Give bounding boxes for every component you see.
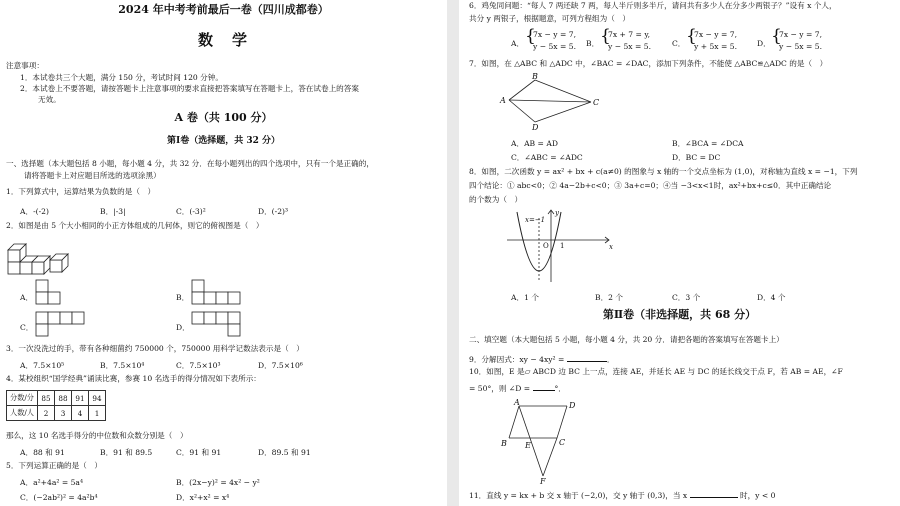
q8-option-b: B．2 个 xyxy=(595,293,624,302)
q4-score-table xyxy=(6,390,106,421)
x-axis-label: x xyxy=(609,243,613,251)
q9-stem: 9．分解因式：xy − 4xy² = ． xyxy=(469,355,615,364)
q11-text: 11．直线 y = kx + b 交 x 轴于 (−2,0)，交 y 轴于 (0,3)，当 x xyxy=(469,491,688,500)
q1-option-b: B．|-3| xyxy=(100,207,126,216)
q7-option-c: C．∠ABC = ∠ADC xyxy=(511,153,583,162)
q5-option-c: C．(−2ab²)² = 4a²b⁴ xyxy=(20,493,98,502)
q4-question: 那么，这 10 名选手得分的中位数和众数分别是（ ） xyxy=(6,431,188,440)
table-cell: 88 xyxy=(55,391,72,406)
point-label: A xyxy=(500,96,506,105)
table-cell: 4 xyxy=(72,406,89,421)
q10-stem-cont xyxy=(469,382,566,394)
q10-answer-blank[interactable] xyxy=(533,382,555,391)
q2-option-b-figure[interactable] xyxy=(190,278,250,308)
q1-option-c: C．(-3)² xyxy=(176,207,206,216)
point-label: A xyxy=(514,398,520,407)
q2-solid-figure xyxy=(6,236,76,276)
q2-option-d-label: D． xyxy=(176,323,190,332)
q1-option-d: D．(-2)³ xyxy=(258,207,289,216)
q8-option-c: C．3 个 xyxy=(672,293,701,302)
q5-stem: 5．下列运算正确的是（ ） xyxy=(6,461,102,470)
section2-instruction: 二、填空题（本大题包括 5 小题，每小题 4 分，共 20 分．请把各题的答案填写在答题卡上） xyxy=(469,335,784,344)
q6-option-a-eq1: 7x − y = 7, xyxy=(533,30,577,39)
q4-option-d: D．89.5 和 91 xyxy=(258,448,311,457)
q9-answer-blank[interactable] xyxy=(567,353,607,362)
q2-option-a-figure[interactable] xyxy=(34,278,74,308)
note-1: 1．本试卷共三个大题，满分 150 分，考试时间 120 分钟。 xyxy=(20,73,223,82)
q3-stem: 3．一次没洗过的手，带有各种细菌约 750000 个，750000 用科学记数法表示是（ ） xyxy=(6,344,304,353)
q10-text: = 50°，则 ∠D = xyxy=(469,384,531,393)
table-cell: 1 xyxy=(89,406,106,421)
table-row xyxy=(7,391,106,406)
exam-title: 2024 年中考考前最后一卷（四川成都卷） xyxy=(118,3,329,16)
q1-stem: 1．下列算式中，运算结果为负数的是（ ） xyxy=(6,187,156,196)
q7-stem: 7．如图，在 △ABC 和 △ADC 中，∠BAC = ∠DAC，添加下列条件，不能使 △ABC≌△ADC 的是（ ） xyxy=(469,59,828,68)
q8-parabola-graph xyxy=(505,206,615,286)
q5-option-a: A．a²+4a² = 5a⁴ xyxy=(20,478,84,487)
right-page xyxy=(459,0,900,506)
q7-option-d: D．BC = DC xyxy=(672,153,721,162)
q5-option-d: D．x²+x² = x⁴ xyxy=(176,493,230,502)
point-label: C xyxy=(559,438,566,447)
q4-option-a: A．88 和 91 xyxy=(20,448,65,457)
point-label: D xyxy=(532,123,539,130)
table-cell: 2 xyxy=(38,406,55,421)
table-cell: 人数/人 xyxy=(7,406,38,421)
q6-option-b-eq1: 7x + 7 = y, xyxy=(608,30,651,39)
table-cell: 分数/分 xyxy=(7,391,38,406)
y-axis-label: y xyxy=(555,209,559,217)
q11-answer-blank[interactable] xyxy=(690,489,738,498)
q11-stem xyxy=(469,489,776,501)
q6-option-d-eq2: y − 5x = 5. xyxy=(779,42,823,51)
q5-option-b: B．(2x−y)² = 4x² − y² xyxy=(176,478,260,487)
q7-option-b: B．∠BCA = ∠DCA xyxy=(672,139,744,148)
q6-option-a-eq2: y − 5x = 5. xyxy=(533,42,577,51)
point-label: B xyxy=(532,72,538,81)
axis-label: x=−1 xyxy=(525,216,546,224)
brace-icon: { xyxy=(525,26,536,46)
q8-stem-cont: 四个结论：① abc<0；② 4a−2b+c<0；③ 3a+c=0；④当 −3<x<1时，ax²+bx+c≤0．其中正确结论 xyxy=(469,181,832,190)
q2-stem: 2．如图是由 5 个大小相同的小正方体组成的几何体，则它的俯视图是（ ） xyxy=(6,221,264,230)
q9-text: 9．分解因式：xy − 4xy² = xyxy=(469,355,565,364)
note-2: 2．本试卷上不要答题，请按答题卡上注意事项的要求直接把答案填写在答题卡上，答在试卷上的答案 xyxy=(20,84,359,93)
table-cell: 85 xyxy=(38,391,55,406)
q6-option-a-label: A． xyxy=(511,39,525,48)
q11-text-cont: 时，y < 0 xyxy=(740,491,776,500)
q3-option-c: C．7.5×10³ xyxy=(176,361,221,370)
q2-option-b-label: B． xyxy=(176,293,190,302)
q8-option-a: A．1 个 xyxy=(511,293,539,302)
q10-stem: 10．如图，E 是▱ ABCD 边 BC 上一点，连接 AE，并延长 AE 与 DC 的延长线交于点 F，若 AB = AE，∠F xyxy=(469,367,843,376)
q10-unit: °． xyxy=(554,384,566,393)
q6-option-d-label: D． xyxy=(757,39,771,48)
q6-option-c-label: C． xyxy=(672,39,686,48)
q4-stem: 4．某校组织“国学经典”诵读比赛，参赛 10 名选手的得分情况如下表所示： xyxy=(6,374,261,383)
q6-stem-cont: 共分 y 两银子，根据题意，可列方程组为（ ） xyxy=(469,14,630,23)
q8-option-d: D．4 个 xyxy=(757,293,786,302)
q2-option-a-label: A． xyxy=(20,293,34,302)
q2-option-c-figure[interactable] xyxy=(34,308,94,338)
q10-parallelogram-figure xyxy=(499,396,609,484)
point-label: D xyxy=(569,401,576,410)
page-gutter xyxy=(447,0,459,506)
table-row xyxy=(7,406,106,421)
point-label: B xyxy=(501,439,507,448)
tick-label: 1 xyxy=(560,242,565,250)
left-page xyxy=(0,0,447,506)
brace-icon: { xyxy=(771,26,782,46)
q6-option-b-label: B． xyxy=(586,39,600,48)
section1-instruction-cont: 请将答题卡上对应题目所选的选项涂黑） xyxy=(24,171,161,180)
q6-stem: 6．鸡兔同问题：“每人 7 两还缺 7 两，每人半斤则多半斤，请问共有多少人在分多少两银子？”设有 x 个人， xyxy=(469,1,837,10)
point-label: C xyxy=(593,98,600,107)
part2-heading: 第Ⅱ卷（非选择题，共 68 分） xyxy=(602,308,757,321)
q3-option-b: B．7.5×10⁴ xyxy=(100,361,145,370)
q1-option-a: A．-(-2) xyxy=(20,207,49,216)
section1-instruction: 一、选择题（本大题包括 8 小题，每小题 4 分，共 32 分．在每小题列出的四个选项中，只有一个是正确的， xyxy=(6,159,374,168)
q8-stem: 8．如图，二次函数 y = ax² + bx + c(a≠0) 的图象与 x 轴的一个交点坐标为 (1,0)，对称轴为直线 x = −1，下列 xyxy=(469,167,858,176)
q6-option-d-eq1: 7x − y = 7, xyxy=(779,30,823,39)
brace-icon: { xyxy=(600,26,611,46)
volume-a-heading: A 卷（共 100 分） xyxy=(174,111,273,124)
table-cell: 94 xyxy=(89,391,106,406)
q6-option-c-eq2: y + 5x = 5. xyxy=(694,42,738,51)
brace-icon: { xyxy=(686,26,697,46)
origin-label: O xyxy=(543,242,549,250)
q6-option-c-eq1: 7x − y = 7, xyxy=(694,30,738,39)
table-cell: 91 xyxy=(72,391,89,406)
point-label: F xyxy=(540,477,546,484)
q6-option-b-eq2: y − 5x = 5. xyxy=(608,42,652,51)
q3-option-a: A．7.5×10⁵ xyxy=(20,361,65,370)
q8-stem-cont2: 的个数为（ ） xyxy=(469,195,523,204)
q2-option-d-figure[interactable] xyxy=(190,308,250,338)
q7-option-a: A．AB = AD xyxy=(511,139,558,148)
q7-triangle-figure xyxy=(499,72,609,130)
point-label: E xyxy=(525,441,531,450)
note-2-cont: 无效。 xyxy=(38,95,61,104)
table-cell: 3 xyxy=(55,406,72,421)
subject-title: 数 学 xyxy=(197,31,249,49)
q3-option-d: D．7.5×10⁶ xyxy=(258,361,303,370)
part1-heading: 第Ⅰ卷（选择题，共 32 分） xyxy=(166,136,280,146)
q2-option-c-label: C． xyxy=(20,323,34,332)
q4-option-c: C．91 和 91 xyxy=(176,448,222,457)
q4-option-b: B．91 和 89.5 xyxy=(100,448,153,457)
notes-heading: 注意事项： xyxy=(6,61,44,70)
